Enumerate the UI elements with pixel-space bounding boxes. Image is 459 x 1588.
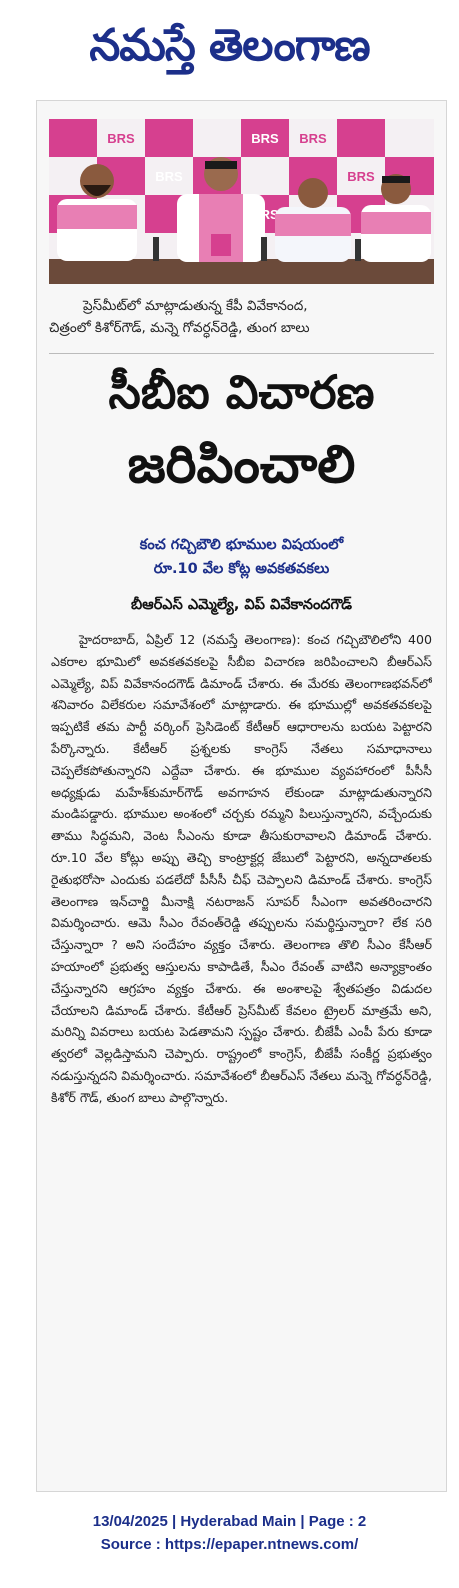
masthead bbox=[0, 0, 459, 92]
byline: బీఆర్‌ఎస్ ఎమ్మెల్యే, విప్ వివేకానందగౌడ్ bbox=[130, 597, 353, 613]
divider bbox=[49, 353, 434, 354]
caption-line: ప్రెస్‌మీట్‌లో మాట్లాడుతున్న కేపీ వివేకానంద, bbox=[83, 298, 308, 314]
article-body: హైదరాబాద్, ఏప్రిల్ 12 (నమస్తే తెలంగాణ): కంచ గచ్చిబౌలిలోని 400 ఎకరాల భూమిలో అవకతవకలపై సీబీఐ విచారణ జరిపించాలని బీఆర్‌ఎస్ ఎమ్మెల్యే, విప్ వివేకానందగౌడ్ డిమాండ్ చేశారు. ఈ మేరకు తెలంగాణభవన్‌లో శనివారం విలేకరుల సమావేశంలో మాట్లాడారు. ఈ భూముల్లో అవకతవకలపై ఇప్పటికే తమ పార్టీ వర్కింగ్ ప్రెసిడెంట్ కేటీఆర్ ఆధారాలను బయట పెట్టారని పేర్కొన్నారు. కేటీఆర్ ప్రశ్నలకు కాంగ్రెస్ నేతలు సమాధానాలు చెప్పలేకపోతున్నారని ఎద్దేవా చేశారు. ఈ భూముల వ్యవహారంలో పీసీసీ అధ్యక్షుడు మహేశ్‌కుమార్‌గౌడ్ అవగాహన లేకుండా మాట్లాడుతున్నారని మండిపడ్డారు. భూముల అంశంలో చర్చకు రమ్మని పిలుస్తున్నారని, వచ్చేందుకు తాము సిద్ధమని, వెంట సీఎంను కూడా తీసుకురావాలని డిమాండ్ చేశారు. రూ.10 వేల కోట్లు అప్పు తెచ్చి కాంట్రాక్టర్ల జేబులో పెట్టారని, అన్నదాతలకు రైతుభరోసా ఎందుకు పడలేదో పీసీసీ చీఫ్ చెప్పాలని డిమాండ్ చేశారు. కాంగ్రెస్ తెలంగాణ ఇన్‌చార్జి మీనాక్షి నటరాజన్ సూపర్ సీఎంగా అవతరించారని విమర్శించారు. ఆమె సీఎం రేవంత్‌రెడ్డి తప్పులను సమర్థిస్తున్నారా? లేక సరి చేస్తున్నారా ? అని సందేహం వ్యక్తం చేశారు. తెలంగాణ తొలి సీఎం కేసీఆర్ హయాంలో ప్రభుత్వ ఆస్తులను కాపాడితే, సీఎం రేవంత్ వాటిని అన్యాక్రాంతం చేస్తున్నారని ఆగ్రహం వ్యక్తం చేశారు. ఈ అంశాలపై శ్వేతపత్రం విడుదల చేయాలని డిమాండ్ చేశారు. కేటీఆర్ ప్రెస్‌మీట్ కేవలం ట్రైలర్ మాత్రమే అని, మరిన్ని వివరాలు బయట పెడతామని స్పష్టం చేశారు. బీజేపీ ఎంపీ పేరు కూడా త్వరలో వెల్లడిస్తామని చెప్పారు. రాష్ట్రంలో కాంగ్రెస్, బీజేపీ సంకీర్ణ ప్రభుత్వం నడుస్తున్నదని విమర్శించారు. సమావేశంలో బీఆర్‌ఎస్ నేతలు మన్నె గోవర్ధన్‌రెడ్డి, కిశోర్ గౌడ్, తుంగ బాలు పాల్గొన్నారు. bbox=[51, 632, 432, 1105]
brs-logo-text: BRS bbox=[347, 169, 375, 184]
headline-line: జరిపించాలి bbox=[127, 435, 356, 495]
photo-caption bbox=[49, 295, 434, 339]
photo-illustration bbox=[49, 119, 434, 284]
brs-logo-text: BRS bbox=[299, 131, 327, 146]
brs-logo-text: BRS bbox=[107, 131, 135, 146]
brs-logo-text: BRS bbox=[251, 131, 279, 146]
caption-line: చిత్రంలో కిశోర్‌గౌడ్, మన్నె గోవర్ధన్‌రెడ్డి, తుంగ బాలు bbox=[49, 320, 310, 336]
deck-line: రూ.10 వేల కోట్ల అవకతవకలు bbox=[153, 561, 330, 577]
brs-logo-text: BRS bbox=[155, 169, 183, 184]
table bbox=[49, 259, 434, 284]
press-meet-photo bbox=[49, 119, 434, 284]
masthead-title: నమస్తే తెలంగాణ bbox=[89, 20, 370, 71]
footer-source: Source : https://epaper.ntnews.com/ bbox=[100, 1536, 359, 1553]
headline-line: సీబీఐ విచారణ bbox=[108, 365, 375, 419]
footer-edition: 13/04/2025 | Hyderabad Main | Page : 2 bbox=[92, 1513, 367, 1530]
news-clipping bbox=[36, 100, 447, 1492]
deck-line: కంచ గచ్చిబౌలి భూముల విషయంలో bbox=[139, 537, 344, 553]
